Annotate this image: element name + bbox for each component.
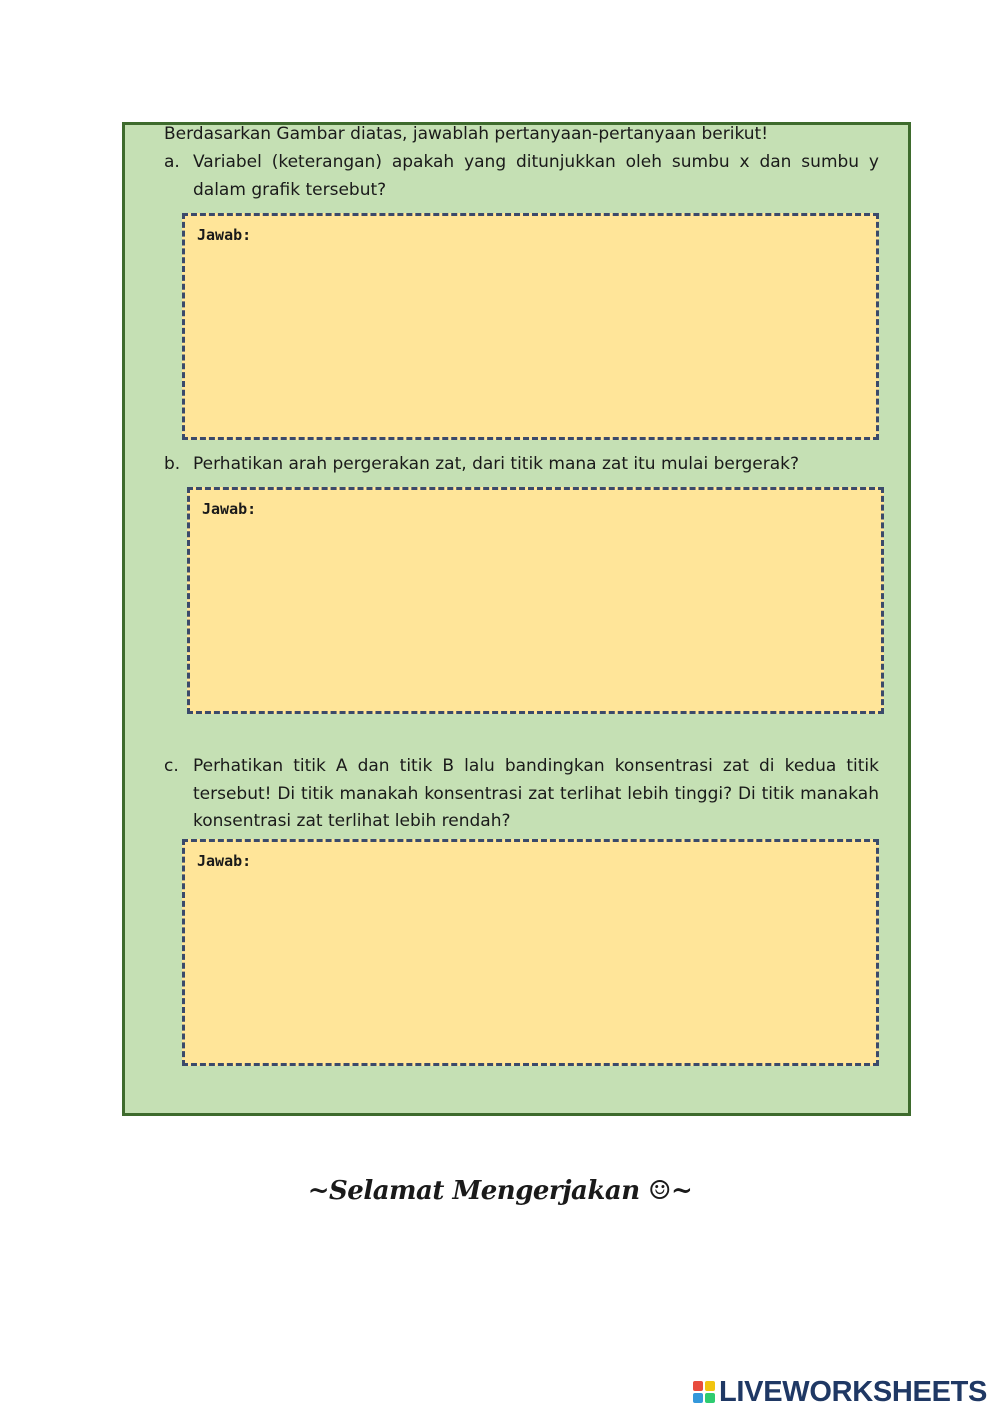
brand-name: LIVEWORKSHEETS [719, 1376, 988, 1408]
instructions: Berdasarkan Gambar diatas, jawablah pertanyaan-pertanyaan berikut! [164, 124, 769, 144]
answer-box-c[interactable] [182, 839, 879, 1066]
answer-label: Jawab: [197, 226, 252, 244]
question-letter: a. [164, 152, 180, 172]
question-text: Perhatikan titik A dan titik B lalu bandingkan konsentrasi zat di kedua titik tersebut! Di titik manakah konsentrasi zat terlihat lebih tinggi? Di titik manakah konsentrasi zat terlihat lebih rendah? [193, 756, 879, 831]
question-b [164, 451, 880, 479]
question-a [164, 149, 880, 205]
answer-box-b[interactable] [187, 487, 884, 714]
question-text: Perhatikan arah pergerakan zat, dari titik mana zat itu mulai bergerak? [193, 454, 800, 474]
closing-message: ~Selamat Mengerjakan ☺~ [307, 1176, 693, 1206]
icon-tile [705, 1381, 715, 1391]
question-text: Variabel (keterangan) apakah yang ditunjukkan oleh sumbu x dan sumbu y dalam grafik tersebut? [193, 152, 879, 200]
answer-label: Jawab: [202, 500, 257, 518]
answer-box-a[interactable] [182, 213, 879, 440]
icon-tile [705, 1393, 715, 1403]
liveworksheets-icon [693, 1381, 717, 1405]
question-letter: c. [164, 756, 179, 776]
icon-tile [693, 1381, 703, 1391]
question-c [164, 753, 880, 837]
liveworksheets-logo [693, 1376, 987, 1409]
icon-tile [693, 1393, 703, 1403]
question-letter: b. [164, 454, 181, 474]
answer-label: Jawab: [197, 852, 252, 870]
